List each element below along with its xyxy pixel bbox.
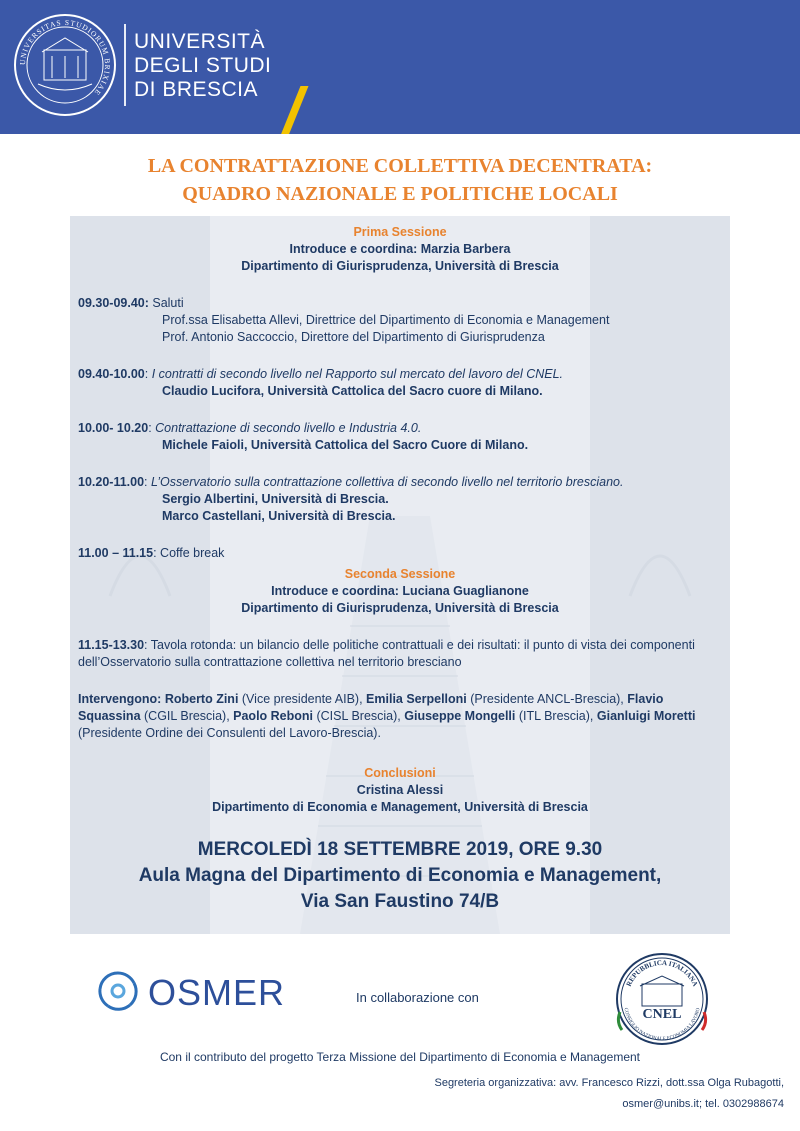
university-name-line-3: DI BRESCIA	[134, 78, 259, 101]
round-table-time: 11.15-13.30	[78, 638, 145, 652]
conclusions-dept: Dipartimento di Economia e Management, Università di Brescia	[212, 800, 588, 814]
agenda-item-4-speaker-2: Marco Castellani, Università di Brescia.	[162, 509, 396, 523]
agenda-item-2-title: I contratti di secondo livello nel Rapporto sul mercato del lavoro del CNEL.	[151, 367, 564, 381]
session-1-intro: Introduce e coordina: Marzia Barbera	[289, 242, 511, 256]
cnel-seal-logo	[606, 952, 718, 1046]
speaker-role: (ITL Brescia),	[515, 709, 597, 723]
speaker-role: (Presidente ANCL-Brescia),	[466, 692, 628, 706]
round-table-item	[78, 637, 718, 671]
agenda-item-5	[78, 545, 728, 562]
round-table-text: : Tavola rotonda: un bilancio delle politiche contrattuali e dei risultati: il punto di vista dei componenti dell’Osservatorio sulla contrattazione collettiva nel territorio bresciano	[78, 638, 695, 669]
speaker-role: (Vice presidente AIB),	[238, 692, 367, 706]
program-panel	[70, 216, 730, 934]
funding-note: Con il contributo del progetto Terza Missione del Dipartimento di Economia e Management	[159, 1050, 641, 1064]
university-header	[0, 0, 800, 134]
university-name	[134, 30, 271, 102]
agenda-item-4-speaker-1: Sergio Albertini, Università di Brescia.	[162, 492, 389, 506]
svg-text:CNEL: CNEL	[642, 1007, 682, 1022]
speakers-label: Intervengono:	[78, 692, 165, 706]
speakers-list	[78, 691, 718, 742]
speaker-name: Roberto Zini	[164, 692, 239, 706]
organizing-secretariat	[434, 1073, 784, 1115]
speaker-role: (CGIL Brescia),	[140, 709, 234, 723]
agenda-item-3-time: 10.00- 10.20	[78, 421, 149, 435]
event-address: Via San Faustino 74/B	[300, 891, 500, 912]
agenda-item-1-speaker-2: Prof. Antonio Saccoccio, Direttore del Dipartimento di Giurisprudenza	[162, 330, 545, 344]
program-content	[70, 216, 730, 934]
collaboration-text: In collaborazione con	[356, 990, 479, 1005]
agenda-item-2-speaker-1: Claudio Lucifora, Università Cattolica del Sacro cuore di Milano.	[162, 384, 543, 398]
session-1-dept: Dipartimento di Giurisprudenza, Università di Brescia	[241, 259, 559, 273]
svg-text:UNIVERSITAS STUDIORUM BRIXIAE: UNIVERSITAS STUDIORUM BRIXIAE	[17, 17, 113, 98]
agenda-item-3-speaker-1: Michele Faioli, Università Cattolica del Sacro Cuore di Milano.	[162, 438, 529, 452]
title-line-2: QUADRO NAZIONALE E POLITICHE LOCALI	[182, 183, 618, 205]
agenda-item-4-time: 10.20-11.00	[78, 475, 145, 489]
speaker-name: Giuseppe Mongelli	[404, 709, 516, 723]
osmer-wordmark: OSMER	[148, 972, 286, 1013]
speaker-name: Emilia Serpelloni	[366, 692, 467, 706]
yellow-slash-accent	[279, 86, 308, 134]
conclusions-speaker: Cristina Alessi	[356, 783, 444, 797]
secretariat-names: Segreteria organizzativa: avv. Francesco Rizzi, dott.ssa Olga Rubagotti,	[434, 1077, 784, 1089]
agenda-item-5-title: : Coffe break	[153, 546, 225, 560]
agenda-item-4: 10.20-11.00: L’Osservatorio sulla contrattazione collettiva di secondo livello nel territorio bresciano.	[78, 475, 624, 489]
agenda-item-5-time: 11.00 – 11.15	[78, 546, 154, 560]
speaker-role: (Presidente Ordine dei Consulenti del Lavoro-Brescia).	[78, 726, 381, 740]
agenda-item-2-time: 09.40-10.00	[78, 367, 145, 381]
conclusions-heading: Conclusioni	[364, 766, 436, 780]
agenda-item-3: 10.00- 10.20: Contrattazione di secondo livello e Industria 4.0.	[78, 421, 422, 435]
speaker-role: (CISL Brescia),	[313, 709, 405, 723]
agenda-item-3-title: Contrattazione di secondo livello e Industria 4.0.	[155, 421, 422, 435]
logo-divider	[124, 24, 126, 106]
event-date: MERCOLEDÌ 18 SETTEMBRE 2019, ORE 9.30	[197, 839, 603, 860]
speaker-name: Gianluigi Moretti	[596, 709, 696, 723]
secretariat-contacts: osmer@unibs.it; tel. 0302988674	[622, 1098, 784, 1110]
svg-text:CONSIGLIO NAZIONALE ECONOMIA L: CONSIGLIO NAZIONALE ECONOMIA LAVORO	[622, 1007, 702, 1043]
agenda-item-1-title: Saluti	[148, 296, 184, 310]
speaker-name: Paolo Reboni	[233, 709, 314, 723]
agenda-item-4-title: L’Osservatorio sulla contrattazione collettiva di secondo livello nel territorio bresciano.	[151, 475, 624, 489]
agenda-item-1	[78, 295, 728, 312]
agenda-item-1-speaker-1: Prof.ssa Elisabetta Allevi, Direttrice del Dipartimento di Economia e Management	[162, 313, 610, 327]
university-seal-logo	[12, 12, 118, 118]
svg-text:REPUBBLICA ITALIANA: REPUBBLICA ITALIANA	[624, 958, 700, 988]
speaker-name: Flavio Squassina	[78, 692, 664, 723]
session-2-intro: Introduce e coordina: Luciana Guaglianone	[271, 584, 529, 598]
agenda-item-1-time: 09.30-09.40:	[78, 296, 149, 310]
document-title	[0, 152, 800, 208]
title-line-1: LA CONTRATTAZIONE COLLETTIVA DECENTRATA:	[147, 155, 653, 177]
university-name-line-1: UNIVERSITÀ	[134, 30, 266, 53]
agenda-item-2: 09.40-10.00: I contratti di secondo livello nel Rapporto sul mercato del lavoro del CNEL.	[78, 367, 564, 381]
university-name-line-2: DEGLI STUDI	[134, 54, 272, 77]
session-1-heading: Prima Sessione	[353, 225, 447, 239]
session-2-dept: Dipartimento di Giurisprudenza, Università di Brescia	[241, 601, 559, 615]
session-2-heading: Seconda Sessione	[344, 567, 456, 581]
event-venue: Aula Magna del Dipartimento di Economia e Management,	[138, 865, 662, 886]
